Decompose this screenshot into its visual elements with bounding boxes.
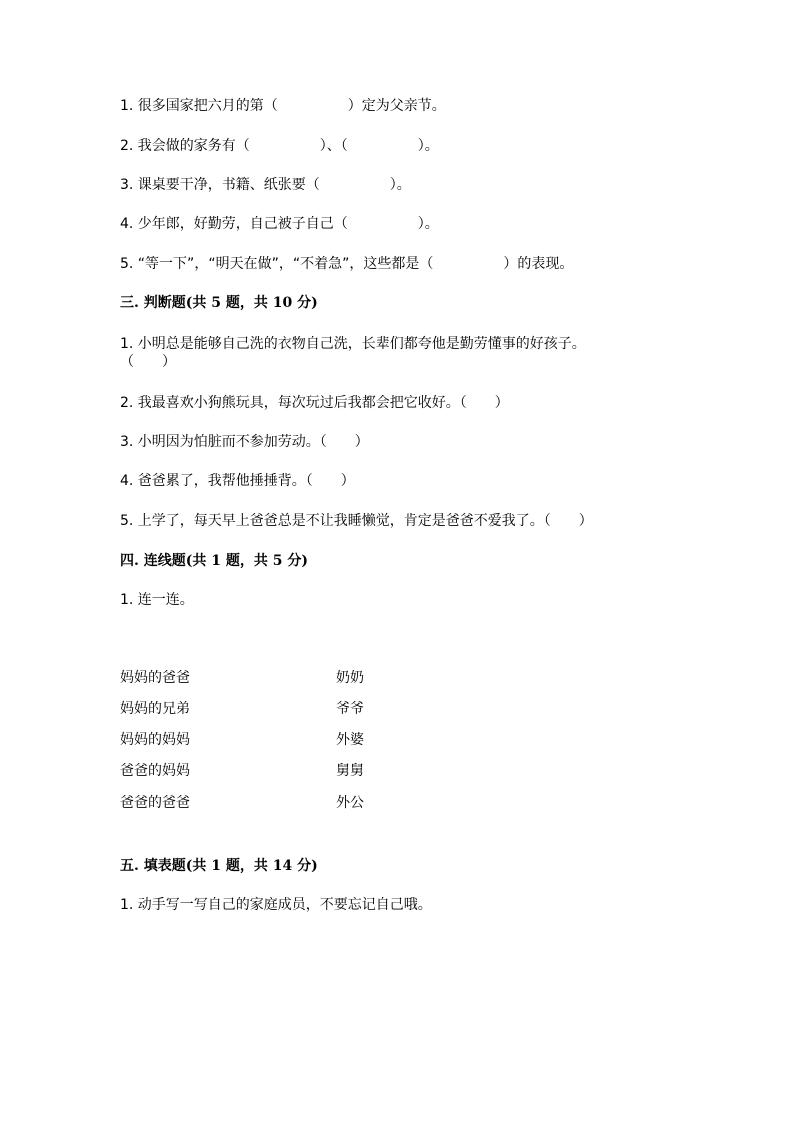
section-3-title: 三. 判断题(共 5 题，共 10 分)	[120, 295, 318, 311]
match-left-item: 爸爸的妈妈	[120, 763, 190, 779]
section-5-title: 五. 填表题(共 1 题，共 14 分)	[120, 858, 318, 874]
match-right-item: 奶奶	[336, 670, 364, 686]
match-right-item: 外婆	[336, 732, 364, 748]
match-left-item: 妈妈的爸爸	[120, 670, 190, 686]
judge-question-3: 3. 小明因为怕脏而不参加劳动。（ ）	[120, 434, 369, 450]
match-left-item: 妈妈的妈妈	[120, 732, 190, 748]
matching-question: 1. 连一连。	[120, 592, 194, 608]
fill-blank-question-1: 1. 很多国家把六月的第（ ）定为父亲节。	[120, 98, 446, 114]
match-left-item: 爸爸的爸爸	[120, 795, 190, 811]
match-right-item: 外公	[336, 795, 364, 811]
table-fill-question: 1. 动手写一写自己的家庭成员，不要忘记自己哦。	[120, 897, 432, 913]
judge-question-1: 1. 小明总是能够自己洗的衣物自己洗，长辈们都夸他是勤劳懂事的好孩子。	[120, 336, 586, 352]
match-right-item: 爷爷	[336, 701, 364, 717]
judge-question-2: 2. 我最喜欢小狗熊玩具，每次玩过后我都会把它收好。（ ）	[120, 395, 509, 411]
judge-question-4: 4. 爸爸累了，我帮他捶捶背。（ ）	[120, 473, 355, 489]
judge-question-5: 5. 上学了，每天早上爸爸总是不让我睡懒觉，肯定是爸爸不爱我了。（ ）	[120, 513, 593, 529]
section-4-title: 四. 连线题(共 1 题，共 5 分)	[120, 553, 308, 569]
fill-blank-question-3: 3. 课桌要干净，书籍、纸张要（ ）。	[120, 177, 411, 193]
judge-question-1-blank: （ ）	[120, 354, 176, 370]
fill-blank-question-5: 5. “等一下”，“明天在做”，“不着急”，这些都是（ ）的表现。	[120, 256, 574, 272]
fill-blank-question-4: 4. 少年郎，好勤劳，自己被子自己（ ）。	[120, 216, 439, 232]
fill-blank-question-2: 2. 我会做的家务有（ ）、（ ）。	[120, 138, 439, 154]
match-left-item: 妈妈的兄弟	[120, 701, 190, 717]
match-right-item: 舅舅	[336, 763, 364, 779]
